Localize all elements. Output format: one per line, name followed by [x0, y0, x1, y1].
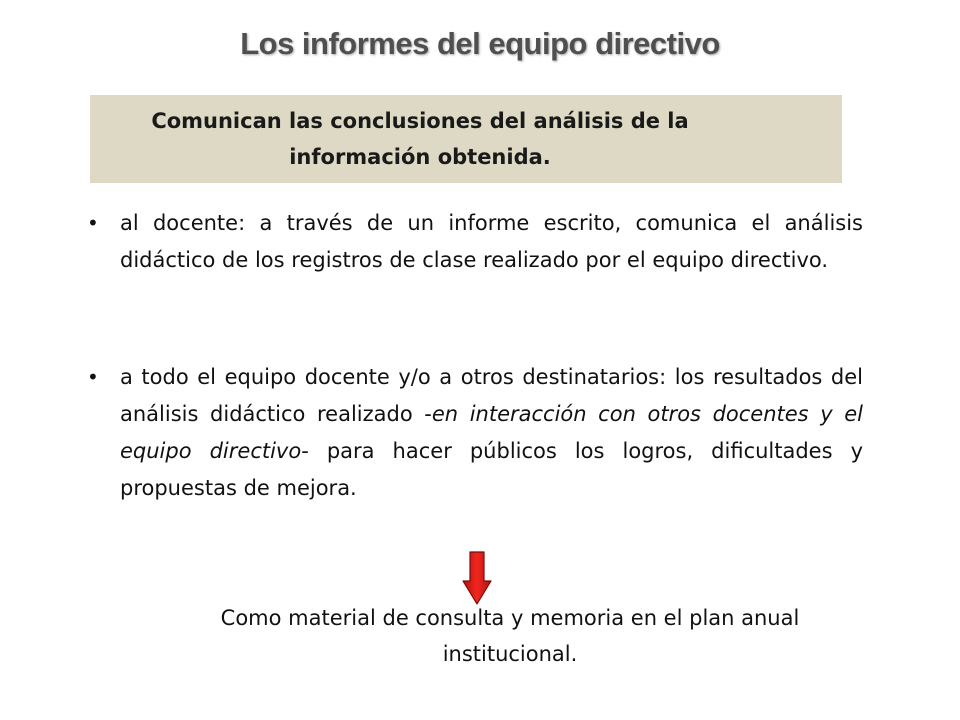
bullet-text-before: a todo el equipo docente y/o a otros destinatarios: los resultados del análisis didáctico realizado -: [120, 365, 863, 426]
bullet-item: [87, 205, 863, 279]
footer-line-1: Como material de consulta y memoria en el plan anual: [220, 606, 800, 630]
bullet-dot-icon: •: [87, 365, 99, 389]
bullet-dot-icon: •: [87, 211, 99, 235]
bullet-text: al docente: a través de un informe escrito, comunica el análisis didáctico de los registros de clase realizado por el equipo directivo.: [120, 211, 863, 272]
banner: [90, 95, 842, 183]
slide-title: Los informes del equipo directivo: [240, 26, 720, 61]
bullet-item: [87, 359, 864, 507]
banner-text: [90, 103, 750, 175]
bullet-text-after: - para hacer públicos los logros, dificultades y propuestas de mejora.: [120, 439, 863, 500]
banner-line-1: Comunican las conclusiones del análisis de la: [151, 109, 689, 133]
down-arrow-icon: [462, 551, 492, 605]
footer-line-2: institucional.: [442, 642, 578, 666]
footer-text: [130, 600, 890, 672]
bullet-text-italic: en interacción con otros docentes y el equipo directivo: [120, 402, 864, 463]
banner-line-2: información obtenida.: [289, 145, 551, 169]
